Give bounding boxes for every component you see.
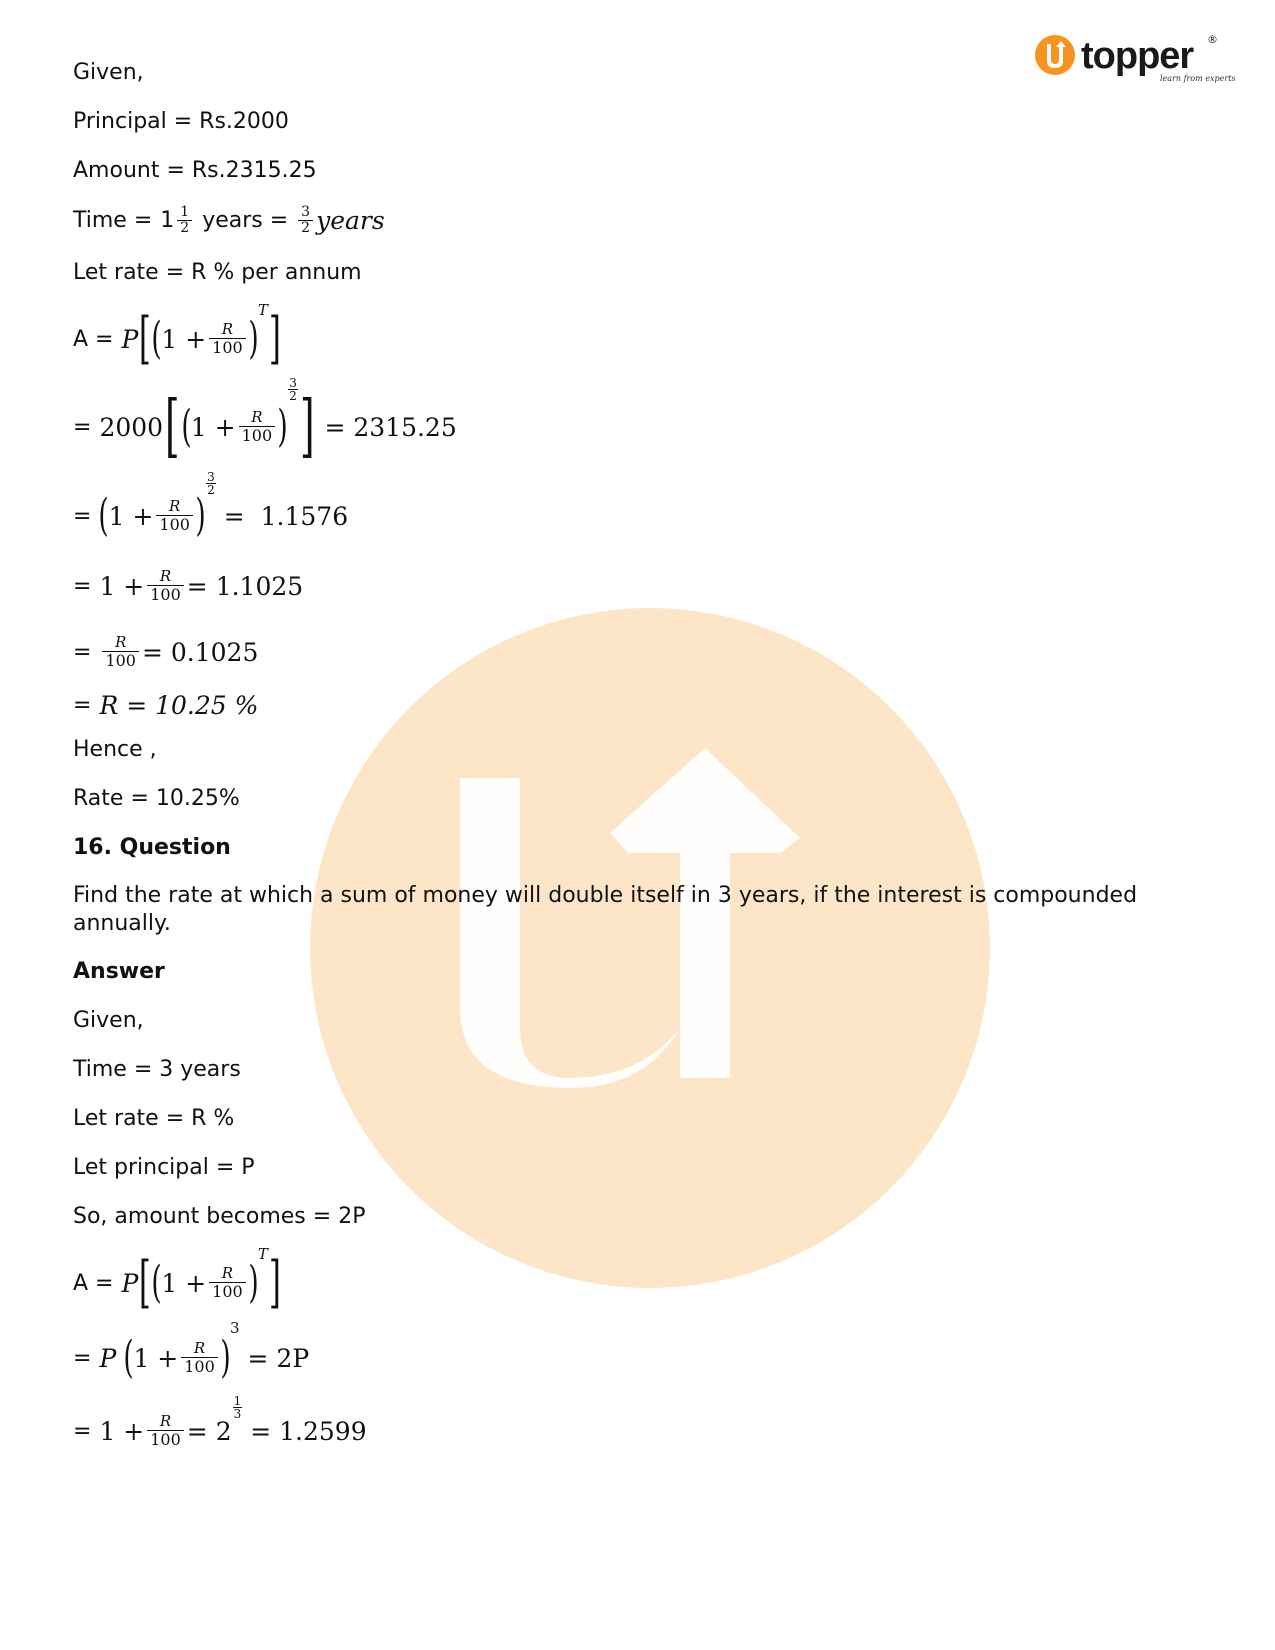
text-time-2: Time = 3 years [73,1057,241,1082]
equation-step-3: = 1 + $\frac{R}{100}$ = 1.1025 [73,567,304,604]
equation-step-2: = ( 1 + $\frac{R}{100}$ ) 3 2 = 1.1576 [73,470,349,541]
text-rate-result: Rate = 10.25% [73,786,240,811]
equation-result: = R = 10.25 % [73,690,259,720]
brand-tagline: learn from experts [1160,74,1235,83]
document-body [73,58,1223,1461]
text-amount: Amount = Rs.2315.25 [73,158,317,183]
text-given: Given, [73,60,144,85]
equation-step-1: = 2000 [ ( 1 + $\frac{R}{100}$ ) 3 2 ] = 2315.25 [73,376,457,466]
topper-logo [1035,30,1235,90]
text-hence: Hence , [73,737,157,762]
text-amount-becomes: So, amount becomes = 2P [73,1204,366,1229]
formula-compound-interest: A = P [ ( 1 + $\frac{R}{100}$ ) T ] [73,301,281,371]
text-principal-2: Let principal = P [73,1155,255,1180]
text-principal: Principal = Rs.2000 [73,109,289,134]
equation-step-5: = P ( 1 + $\frac{R}{100}$ ) 3 = 2P [73,1319,310,1383]
equation-step-4: = $\frac{R}{100}$ = 0.1025 [73,633,259,670]
equation-step-6: = 1 + $\frac{R}{100}$ = 2 1 3 = 1.2599 [73,1394,367,1449]
answer-heading: Answer [73,959,165,984]
formula-compound-interest-2: A = P [ ( 1 + $\frac{R}{100}$ ) T ] [73,1245,281,1315]
text-time: Time = 1 $\frac{1}{2}$ years = $\frac{3}{2}$ years [73,204,385,236]
text-given-2: Given, [73,1008,144,1033]
question-heading: 16. Question [73,835,231,860]
question-text: Find the rate at which a sum of money will double itself in 3 years, if the interest is compounded annually. [73,883,1138,936]
text-let-rate-2: Let rate = R % [73,1106,235,1131]
brand-name: topper [1081,35,1194,77]
brand-registered: ® [1207,33,1218,46]
text-let-rate: Let rate = R % per annum [73,260,362,285]
